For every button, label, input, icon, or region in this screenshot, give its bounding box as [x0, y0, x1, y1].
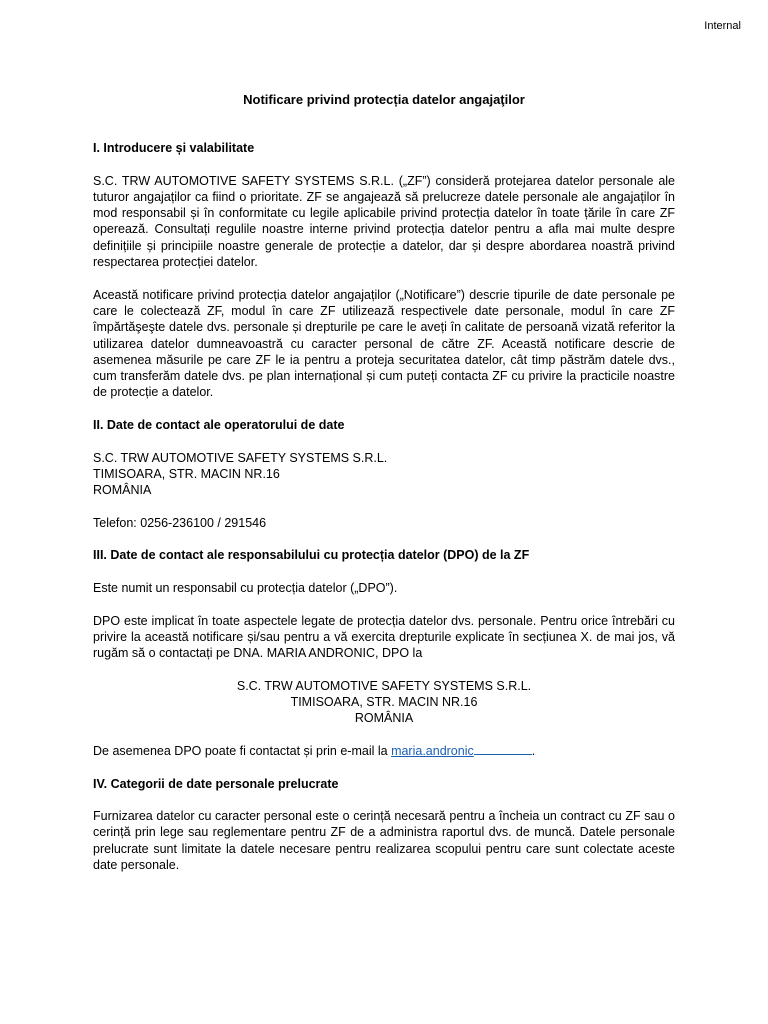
email-link-underline[interactable]: [474, 743, 532, 755]
section-heading-categories: IV. Categorii de date personale prelucrate: [93, 776, 339, 791]
dpo-paragraph-1: Este numit un responsabil cu protecția datelor („DPO”).: [93, 581, 398, 596]
dpo-address-line: ROMÂNIA: [354, 711, 414, 726]
section-heading-operator: II. Date de contact ale operatorului de date: [93, 418, 345, 433]
dpo-email-line: [93, 743, 675, 759]
document-body: [93, 140, 675, 873]
dpo-email-prefix: De asemenea DPO poate fi contactat și prin e-mail la: [93, 743, 392, 758]
dpo-email-suffix: .: [531, 743, 536, 758]
operator-address-line: TIMISOARA, STR. MACIN NR.16: [93, 466, 280, 481]
classification-label: Internal: [704, 20, 741, 32]
dpo-address-line: TIMISOARA, STR. MACIN NR.16: [290, 695, 478, 710]
dpo-paragraph-2: DPO este implicat în toate aspectele legate de protecția datelor dvs. personale. Pentru orice întrebări cu privire la această notificare și/sau pentru a vă exercita drepturile explicate în secțiunea X. de mai jos, vă rugăm să o contactați pe DNA. MARIA ANDRONIC, DPO la: [93, 613, 675, 661]
categories-paragraph-1: Furnizarea datelor cu caracter personal este o cerință necesară pentru a încheia un contract cu ZF sau o cerință prin lege sau reglementare pentru ZF de a administra raportul dvs. de muncă. Datele personale prelucrate sunt limitate la datele necesare pentru realizarea scopului pentru care sunt colectate aceste date personale.: [93, 809, 675, 873]
operator-address-line: S.C. TRW AUTOMOTIVE SAFETY SYSTEMS S.R.L.: [93, 450, 388, 465]
intro-paragraph-1: S.C. TRW AUTOMOTIVE SAFETY SYSTEMS S.R.L. („ZF”) consideră protejarea datelor personale ale tuturor angajaților ca fiind o prioritate. ZF se angajează să prelucreze datele personale ale angajaților în mod responsabil și în conformitate cu legile aplicabile privind protecția datelor în toate țările în care ZF operează. Consultați regulile noastre interne privind protecția datelor pentru a afla mai multe despre definițiile și principiile noastre generale de protecție a datelor, dar și despre abordarea noastră privind respectarea protecției datelor.: [93, 173, 675, 270]
dpo-email-link[interactable]: [391, 744, 532, 758]
dpo-address-line: S.C. TRW AUTOMOTIVE SAFETY SYSTEMS S.R.L.: [236, 678, 532, 693]
page-title: Notificare privind protecția datelor angajaţilor: [243, 92, 525, 107]
section-heading-dpo: III. Date de contact ale responsabilului cu protecția datelor (DPO) de la ZF: [93, 548, 530, 563]
intro-paragraph-2: Această notificare privind protecția datelor angajaților („Notificare”) descrie tipurile de date personale pe care le colectează ZF, modul în care ZF utilizează respectivele date personale, modul în care ZF împărtăşeşte datele dvs. personale și drepturile pe care le aveți în calitate de persoană vizată referitor la utilizarea datelor dumneavoastră cu caracter personal de către ZF. Această notificare descrie de asemenea măsurile pe care ZF le ia pentru a proteja securitatea datelor, cât timp păstrăm datele dvs., cum transferăm datele dvs. pe plan internațional și cum puteți contacta ZF cu privire la practicile noastre de protecție a datelor.: [93, 287, 675, 400]
dpo-email-link-text[interactable]: maria.andronic: [391, 743, 474, 758]
section-heading-intro: I. Introducere și valabilitate: [93, 141, 255, 155]
operator-phone: Telefon: 0256-236100 / 291546: [93, 515, 267, 530]
operator-address-line: ROMÂNIA: [93, 483, 152, 498]
